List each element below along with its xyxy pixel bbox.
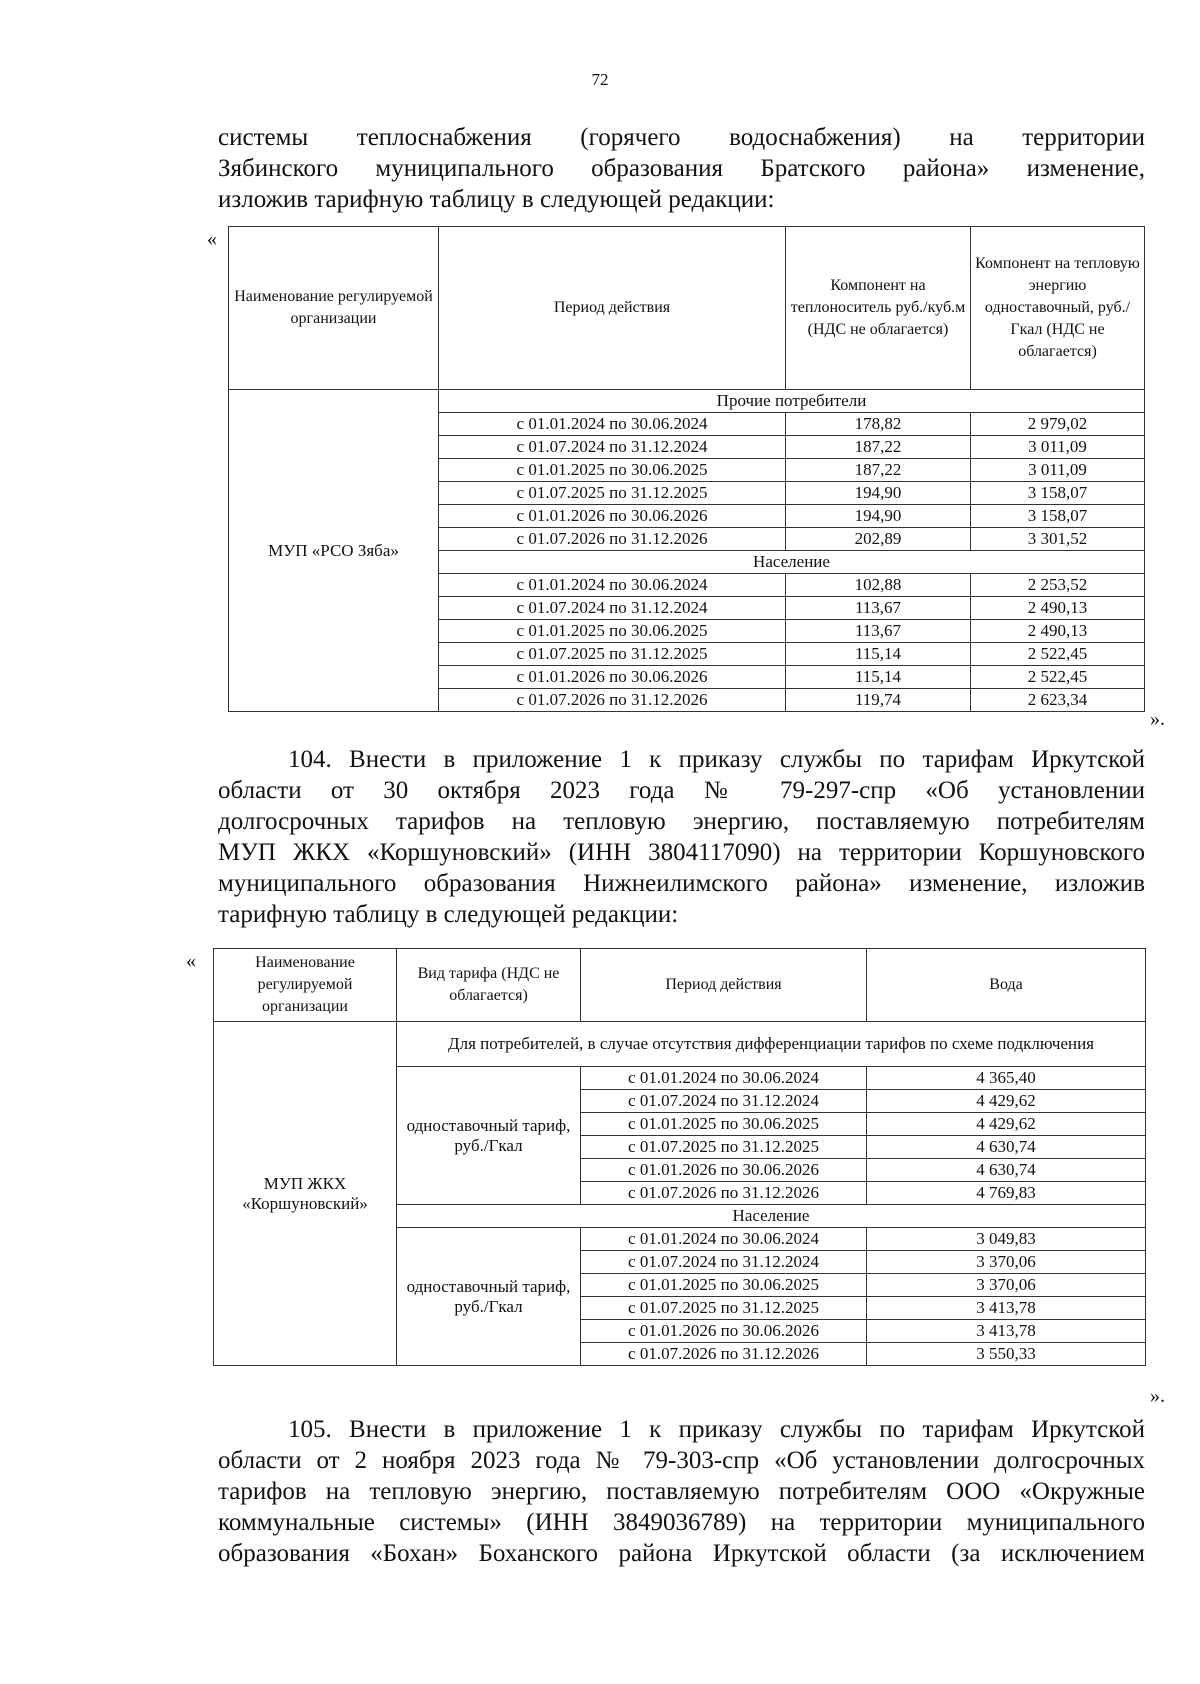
period-cell: с 01.07.2025 по 31.12.2025 (581, 1297, 867, 1320)
energy-value-cell: 3 158,07 (971, 482, 1145, 505)
period-cell: с 01.01.2025 по 30.06.2025 (581, 1113, 867, 1136)
header-coolant: Компонент на теплоноситель руб./куб.м (НДС не облагается) (786, 227, 971, 390)
period-cell: с 01.01.2026 по 30.06.2026 (439, 505, 786, 528)
water-value-cell: 4 429,62 (867, 1090, 1146, 1113)
section-title: Население (439, 551, 1145, 574)
water-value-cell: 4 630,74 (867, 1136, 1146, 1159)
paragraph-line: МУП ЖКХ «Коршуновский» (ИНН 3804117090) на территории Коршуновского (218, 839, 1145, 866)
tariff-kind-cell: одноставочный тариф, руб./Гкал (397, 1228, 581, 1366)
paragraph-line: муниципального образования Нижнеилимского района» изменение, изложив (218, 870, 1145, 897)
header-org: Наименование регулируемой организации (214, 949, 397, 1022)
period-cell: с 01.01.2024 по 30.06.2024 (439, 413, 786, 436)
org-name-cell: МУП «РСО Зяба» (229, 390, 439, 712)
water-value-cell: 3 370,06 (867, 1274, 1146, 1297)
period-cell: с 01.07.2026 по 31.12.2026 (439, 528, 786, 551)
quote-open-mark: « (207, 228, 217, 250)
energy-value-cell: 2 490,13 (971, 620, 1145, 643)
water-value-cell: 3 370,06 (867, 1251, 1146, 1274)
coolant-value-cell: 187,22 (786, 459, 971, 482)
paragraph-line: коммунальные системы» (ИНН 3849036789) на территории муниципального (218, 1509, 1145, 1536)
period-cell: с 01.01.2025 по 30.06.2025 (439, 620, 786, 643)
period-cell: с 01.07.2025 по 31.12.2025 (581, 1136, 867, 1159)
period-cell: с 01.01.2025 по 30.06.2025 (581, 1274, 867, 1297)
energy-value-cell: 2 623,34 (971, 689, 1145, 712)
period-cell: с 01.01.2025 по 30.06.2025 (439, 459, 786, 482)
paragraph-line: образования «Бохан» Боханского района Иркутской области (за исключением (218, 1540, 1145, 1567)
coolant-value-cell: 187,22 (786, 436, 971, 459)
period-cell: с 01.07.2025 по 31.12.2025 (439, 482, 786, 505)
tariff-table-korshunovsky (213, 948, 1146, 1366)
coolant-value-cell: 115,14 (786, 666, 971, 689)
period-cell: с 01.07.2026 по 31.12.2026 (581, 1182, 867, 1205)
section-title: Население (397, 1205, 1146, 1228)
section-row (229, 390, 1145, 413)
paragraph-104 (218, 744, 1145, 930)
coolant-value-cell: 115,14 (786, 643, 971, 666)
paragraph-line: изложив тарифную таблицу в следующей редакции: (218, 186, 775, 213)
paragraph-line: 105. Внести в приложение 1 к приказу службы по тарифам Иркутской (288, 1416, 1145, 1443)
coolant-value-cell: 202,89 (786, 528, 971, 551)
water-value-cell: 3 550,33 (867, 1343, 1146, 1366)
quote-close-mark: ». (1150, 708, 1165, 730)
coolant-value-cell: 113,67 (786, 620, 971, 643)
paragraph-105 (218, 1414, 1145, 1569)
energy-value-cell: 3 158,07 (971, 505, 1145, 528)
section-title: Для потребителей, в случае отсутствия дифференциации тарифов по схеме подключения (397, 1022, 1146, 1067)
coolant-value-cell: 194,90 (786, 482, 971, 505)
period-cell: с 01.07.2024 по 31.12.2024 (439, 597, 786, 620)
water-value-cell: 3 413,78 (867, 1320, 1146, 1343)
paragraph-line: системы теплоснабжения (горячего водоснабжения) на территории (218, 124, 1145, 151)
coolant-value-cell: 113,67 (786, 597, 971, 620)
energy-value-cell: 3 011,09 (971, 459, 1145, 482)
period-cell: с 01.01.2024 по 30.06.2024 (439, 574, 786, 597)
tariff-table-rso-zyaba (228, 226, 1145, 712)
paragraph-line: области от 2 ноября 2023 года № 79-303-спр «Об установлении долгосрочных (218, 1447, 1145, 1474)
water-value-cell: 4 365,40 (867, 1067, 1146, 1090)
period-cell: с 01.07.2026 по 31.12.2026 (581, 1343, 867, 1366)
paragraph-line: Зябинского муниципального образования Братского района» изменение, (218, 155, 1145, 182)
energy-value-cell: 3 301,52 (971, 528, 1145, 551)
header-org: Наименование регулируемой организации (229, 227, 439, 390)
energy-value-cell: 2 522,45 (971, 643, 1145, 666)
coolant-value-cell: 102,88 (786, 574, 971, 597)
header-period: Период действия (581, 949, 867, 1022)
period-cell: с 01.07.2025 по 31.12.2025 (439, 643, 786, 666)
period-cell: с 01.07.2024 по 31.12.2024 (581, 1251, 867, 1274)
period-cell: с 01.07.2024 по 31.12.2024 (439, 436, 786, 459)
water-value-cell: 3 413,78 (867, 1297, 1146, 1320)
paragraph-line: 104. Внести в приложение 1 к приказу службы по тарифам Иркутской (288, 746, 1145, 773)
tariff-kind-cell: одноставочный тариф, руб./Гкал (397, 1067, 581, 1205)
section-row (214, 1022, 1146, 1067)
period-cell: с 01.07.2024 по 31.12.2024 (581, 1090, 867, 1113)
water-value-cell: 4 769,83 (867, 1182, 1146, 1205)
period-cell: с 01.01.2026 по 30.06.2026 (581, 1320, 867, 1343)
energy-value-cell: 2 490,13 (971, 597, 1145, 620)
quote-close-mark: ». (1150, 1385, 1165, 1407)
org-name-cell: МУП ЖКХ «Коршуновский» (214, 1022, 397, 1366)
coolant-value-cell: 178,82 (786, 413, 971, 436)
header-period: Период действия (439, 227, 786, 390)
paragraph-line: тарифную таблицу в следующей редакции: (218, 901, 679, 928)
page-number: 72 (591, 70, 609, 89)
energy-value-cell: 2 979,02 (971, 413, 1145, 436)
energy-value-cell: 3 011,09 (971, 436, 1145, 459)
period-cell: с 01.01.2024 по 30.06.2024 (581, 1228, 867, 1251)
energy-value-cell: 2 253,52 (971, 574, 1145, 597)
period-cell: с 01.01.2024 по 30.06.2024 (581, 1067, 867, 1090)
header-kind: Вид тарифа (НДС не облагается) (397, 949, 581, 1022)
coolant-value-cell: 194,90 (786, 505, 971, 528)
period-cell: с 01.01.2026 по 30.06.2026 (439, 666, 786, 689)
coolant-value-cell: 119,74 (786, 689, 971, 712)
section-title: Прочие потребители (439, 390, 1145, 413)
intro-paragraph (218, 122, 1145, 215)
water-value-cell: 4 630,74 (867, 1159, 1146, 1182)
energy-value-cell: 2 522,45 (971, 666, 1145, 689)
period-cell: с 01.07.2026 по 31.12.2026 (439, 689, 786, 712)
water-value-cell: 4 429,62 (867, 1113, 1146, 1136)
paragraph-line: области от 30 октября 2023 года № 79-297-спр «Об установлении (218, 777, 1145, 804)
header-energy: Компонент на тепловую энергию одноставочный, руб./Гкал (НДС не облагается) (971, 227, 1145, 390)
paragraph-line: долгосрочных тарифов на тепловую энергию, поставляемую потребителям (218, 808, 1145, 835)
paragraph-line: тарифов на тепловую энергию, поставляемую потребителям ООО «Окружные (218, 1478, 1145, 1505)
period-cell: с 01.01.2026 по 30.06.2026 (581, 1159, 867, 1182)
header-water: Вода (867, 949, 1146, 1022)
water-value-cell: 3 049,83 (867, 1228, 1146, 1251)
quote-open-mark: « (186, 950, 196, 972)
